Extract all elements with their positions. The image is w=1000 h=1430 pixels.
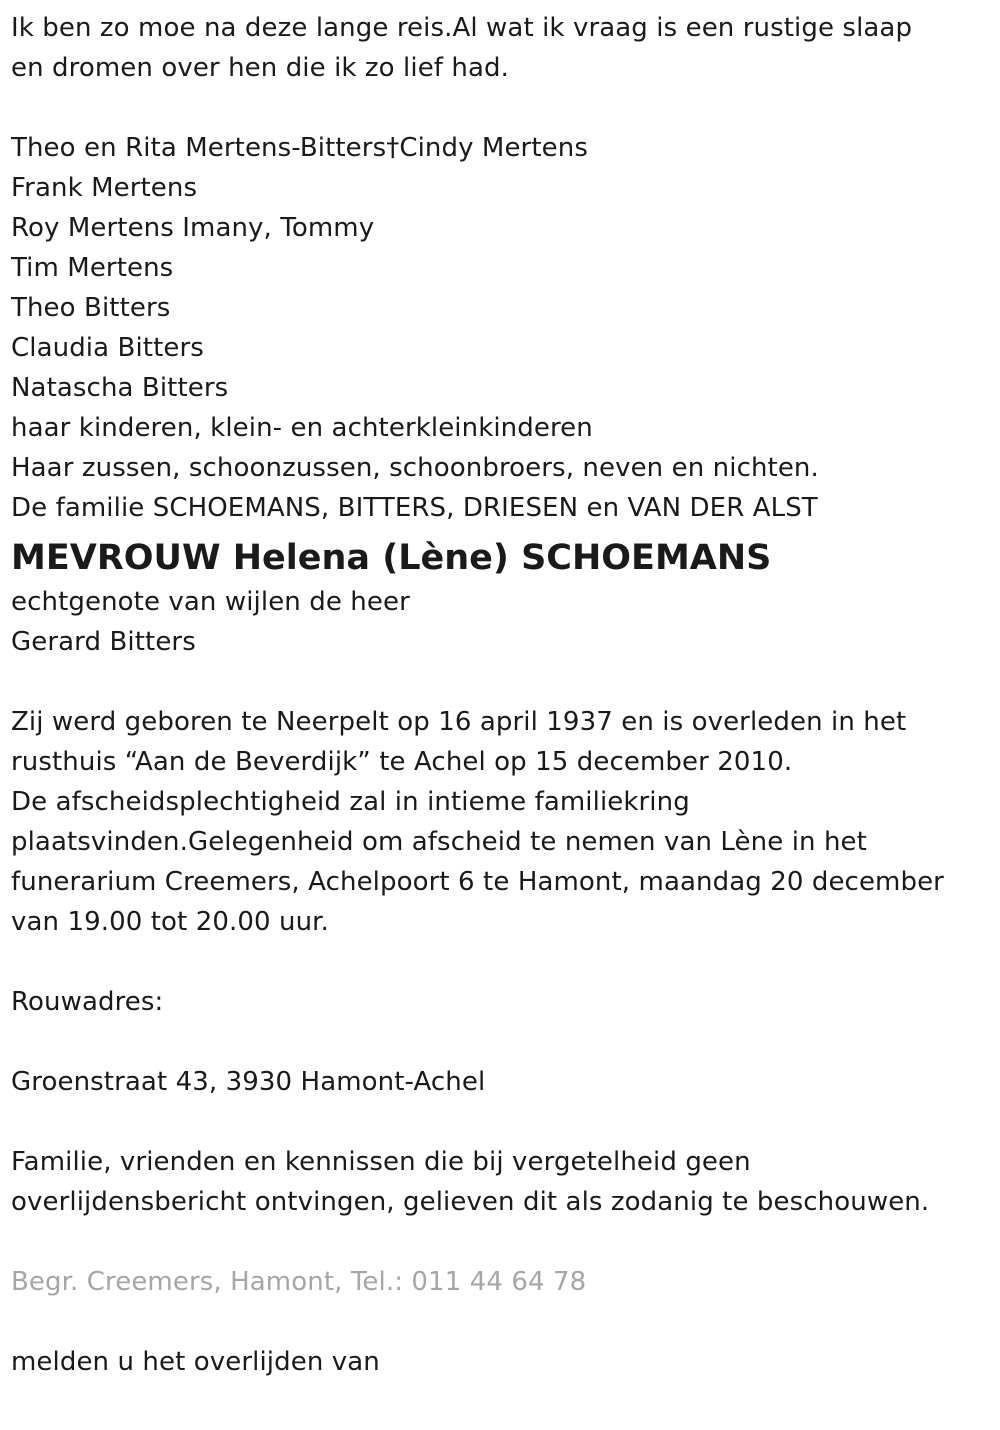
notice-line: Familie, vrienden en kennissen die bij vergetelheid geen: [11, 1147, 751, 1177]
family-line: Tim Mertens: [11, 253, 174, 283]
family-line: Theo en Rita Mertens-Bitters†Cindy Mertens: [11, 133, 588, 163]
details-paragraph: [11, 702, 991, 942]
notice-paragraph: [11, 1142, 991, 1222]
family-line: haar kinderen, klein- en achterkleinkinderen: [11, 413, 593, 443]
address-value: Groenstraat 43, 3930 Hamont-Achel: [11, 1067, 486, 1097]
deceased-name: MEVROUW Helena (Lène) SCHOEMANS: [11, 538, 772, 578]
details-line: van 19.00 tot 20.00 uur.: [11, 907, 329, 937]
obituary-document: [11, 8, 991, 1382]
family-line: De familie SCHOEMANS, BITTERS, DRIESEN en VAN DER ALST: [11, 493, 818, 523]
family-line: Frank Mertens: [11, 173, 198, 203]
spouse-name: Gerard Bitters: [11, 627, 196, 657]
address-label: Rouwadres:: [11, 987, 164, 1017]
details-line: plaatsvinden.Gelegenheid om afscheid te nemen van Lène in het: [11, 827, 867, 857]
family-line: Theo Bitters: [11, 293, 171, 323]
details-line: Zij werd geboren te Neerpelt op 16 april 1937 en is overleden in het: [11, 707, 907, 737]
family-list: [11, 128, 991, 528]
spouse-line: echtgenote van wijlen de heer: [11, 587, 410, 617]
announcement: melden u het overlijden van: [11, 1347, 380, 1377]
family-line: Roy Mertens Imany, Tommy: [11, 213, 375, 243]
poem-line: en dromen over hen die ik zo lief had.: [11, 53, 509, 83]
family-line: Haar zussen, schoonzussen, schoonbroers, neven en nichten.: [11, 453, 819, 483]
family-line: Claudia Bitters: [11, 333, 204, 363]
poem-line: Ik ben zo moe na deze lange reis.Al wat ik vraag is een rustige slaap: [11, 13, 913, 43]
funeral-home: Begr. Creemers, Hamont, Tel.: 011 44 64 78: [11, 1267, 587, 1297]
poem: [11, 8, 991, 88]
details-line: De afscheidsplechtigheid zal in intieme familiekring: [11, 787, 690, 817]
details-line: rusthuis “Aan de Beverdijk” te Achel op 15 december 2010.: [11, 747, 793, 777]
details-line: funerarium Creemers, Achelpoort 6 te Hamont, maandag 20 december: [11, 867, 944, 897]
family-line: Natascha Bitters: [11, 373, 229, 403]
notice-line: overlijdensbericht ontvingen, gelieven dit als zodanig te beschouwen.: [11, 1187, 930, 1217]
